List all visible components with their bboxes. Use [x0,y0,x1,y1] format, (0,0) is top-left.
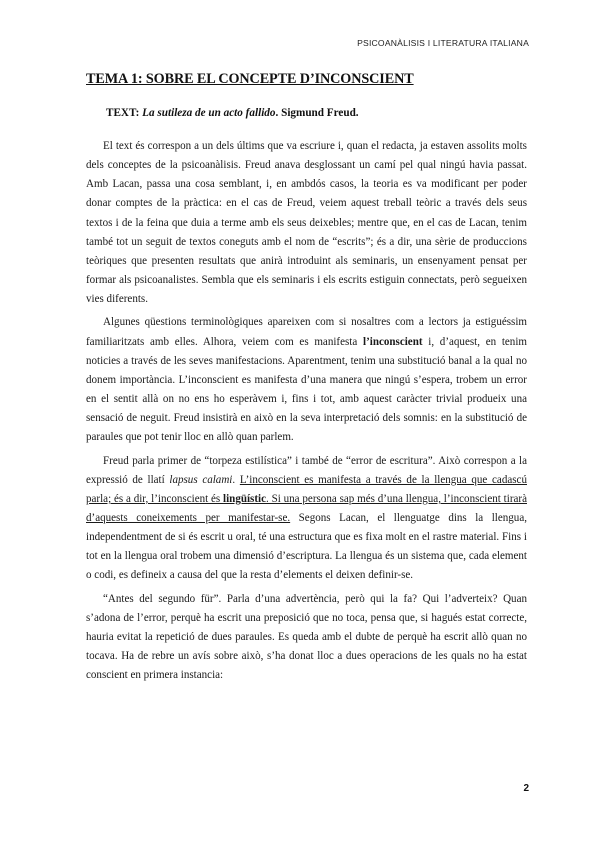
body-text [86,137,527,689]
paragraph-4: “Antes del segundo für”. Parla d’una advertència, però qui la fa? Qui l’adverteix? Quan s’adona de l’error, perquè ha escrit una preposició que no toca, pensa que, si hagués estat correcte, hauria evitat la repetició de dues paraules. Es queda amb el dubte de perquè ha escrit allò quan no tocava. Ha de rebre un avís sobre això, s’ha donat lloc a dues operacions de les quals no ha estat conscient en primera instancia: [86,592,527,682]
underlined-passage-b: . Si una persona sap més d’una llengua, l’inconscient tirarà d’aquests coneixements per manifestar-se. [86,492,527,524]
underlined-passage-a: L’inconscient es manifesta a través de la llengua que cadascú parla; és a dir, l’inconscient és [86,473,527,505]
text-label: TEXT: [106,107,140,119]
paragraph-3-text-a: Freud parla primer de “torpeza estilística” i també de “error de escritura”. Això correspon a la expressió de llatí [86,454,527,486]
term-lapsus-calami: lapsus calami [169,473,233,486]
text-work-title: La sutileza de un acto fallido [142,107,276,119]
paragraph-3 [86,452,527,586]
text-reference [106,107,359,119]
paragraph-1: El text és correspon a un dels últims que va escriure i, quan el redacta, ja estaven assolits molts dels conceptes de la psicoanàlisis. Freud anava desglossant un camí pel qual ningú havia passat. Amb Lacan, passa una cosa semblant, i, en ambdós casos, la teoria es va modificant per poder donar comptes de la pràctica: en el cas de Freud, veiem aquest treball teòric a través dels seus textos i de la feina que duia a terme amb els seus deixebles; mentre que, en el cas de Lacan, tenim també tot un seguit de textos coneguts amb el nom de “escrits”; és a dir, una sèrie de produccions teòriques que presenten resultats que anirà introduint als seminaris, un ensenyament pensat per formar als psicoanalistes. Sembla que els seminaris i els escrits estiguin connectats, però segueixen vies diferents. [86,140,527,306]
paragraph-3-text-c: Segons Lacan, el llenguatge dins la llengua, independentment de si és escrit u oral, té una estructura que es fixa molt en el rastre material. Fins i tot en la llengua oral trobem una dimensió d’escriptura. La llengua és un sistema que, cada element o codi, es defineix a causa del que la resta d’elements el deixen definir-se. [86,511,527,582]
term-linguistic: lingüístic [223,492,266,505]
paragraph-2-text-b: i, d’aquest, en tenim noticies a través de les seves manifestacions. Aparentment, tenim una substitució banal a la qual no donem importància. L’inconscient es manifesta d’una manera que ningú s’espera, trobem un error en el sentit allà on no ens ho esperàvem i, fins i tot, amb aquest caràcter trivial produeix una sensació de neguit. Freud insistirà en això en la seva interpretació dels somnis: en la substitució de paraules que pot tenir lloc en allò quan parlem. [86,335,527,444]
page-number: 2 [523,783,529,794]
text-author: . Sigmund Freud. [275,107,359,119]
page-title: TEMA 1: SOBRE EL CONCEPTE D’INCONSCIENT [86,71,414,87]
term-inconscient: l’inconscient [363,335,423,348]
paragraph-2-text-a: Algunes qüestions terminològiques apareixen com si nosaltres com a lectors ja estiguéssim familiaritzats amb elles. Alhora, veiem com es manifesta [86,316,527,348]
paragraph-2 [86,313,527,447]
running-header: PSICOANÀLISIS I LITERATURA ITALIANA [357,38,529,48]
paragraph-3-text-b: . [232,473,240,486]
